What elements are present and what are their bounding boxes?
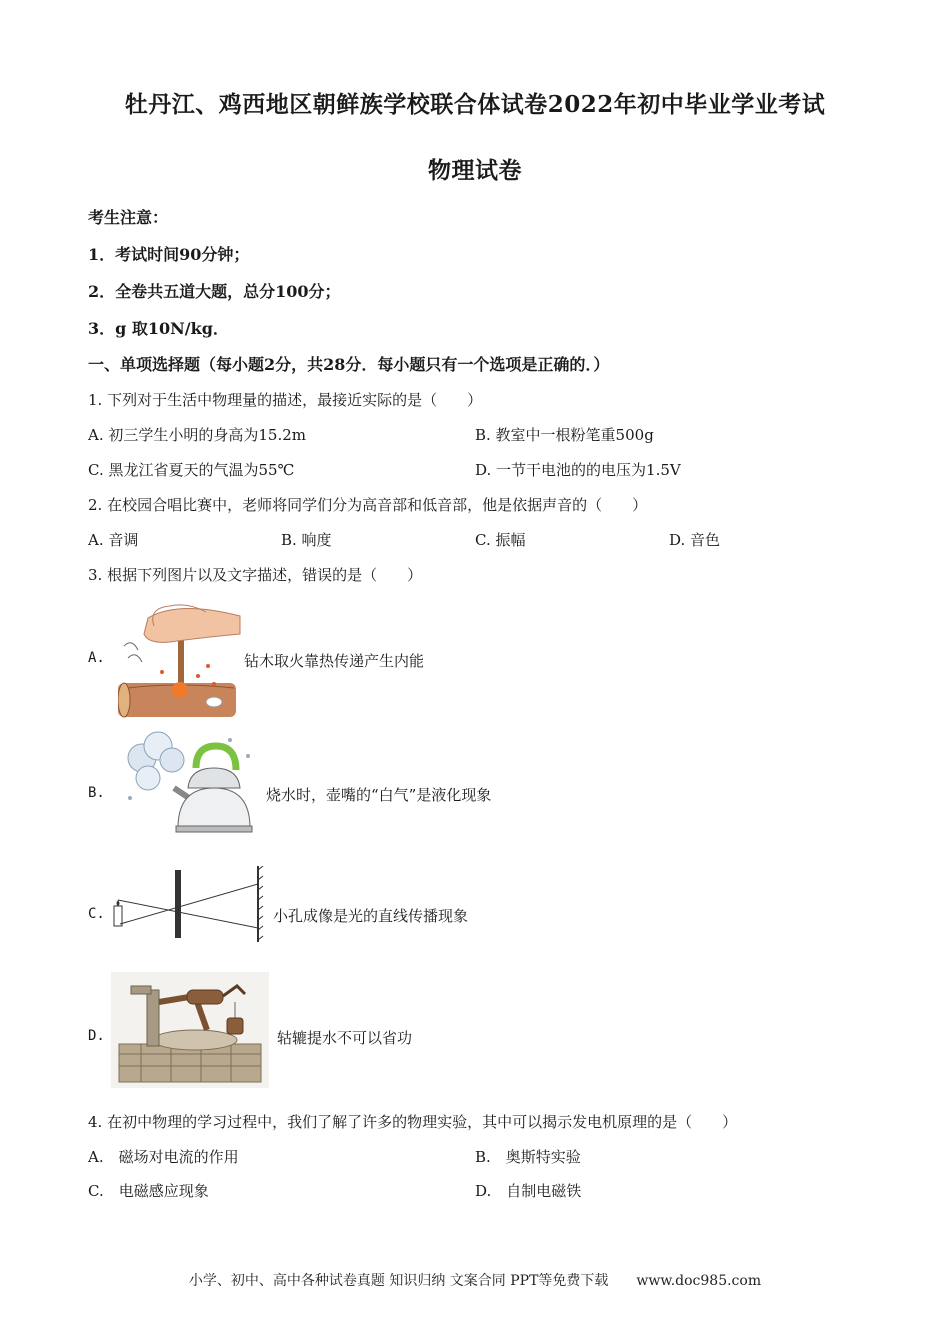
notice-heading: 考生注意： [88,208,169,227]
pinhole-camera-icon [110,866,266,942]
question-3-stem: 3. 根据下列图片以及文字描述，错误的是（ ） [88,566,423,584]
q2-option-a: A. 音调 [88,531,139,549]
q4-option-d: D. 自制电磁铁 [475,1182,582,1200]
q1-option-d: D. 一节干电池的的电压为1.5V [475,461,681,479]
q3-option-b-label: B. [88,785,105,801]
q2-option-c: C. 振幅 [475,531,526,549]
q3-option-a-text: 钻木取火靠热传递产生内能 [244,652,425,670]
q2-option-d: D. 音色 [669,531,721,549]
exam-title-line1: 牡丹江、鸡西地区朝鲜族学校联合体试卷2022年初中毕业学业考试 [124,91,826,118]
q2-option-b: B. 响度 [281,531,332,549]
kettle-steam-icon [118,728,258,838]
q1-option-c: C. 黑龙江省夏天的气温为55℃ [88,461,295,479]
q1-option-b: B. 教室中一根粉笔重500g [475,426,654,444]
notice-item-3: 3．g 取10N/kg． [88,319,229,338]
q3-option-a-label: A. [88,650,105,666]
q3-option-c-text: 小孔成像是光的直线传播现象 [273,907,469,925]
q4-option-a: A. 磁场对电流的作用 [88,1148,239,1166]
question-4-stem: 4. 在初中物理的学习过程中，我们了解了许多的物理实验，其中可以揭示发电机原理的是（ ） [88,1113,738,1131]
q3-option-b-text: 烧水时，壶嘴的“白气”是液化现象 [266,786,492,804]
question-2-stem: 2. 在校园合唱比赛中，老师将同学们分为高音部和低音部，他是依据声音的（ ） [88,496,648,514]
section-heading: 一、单项选择题（每小题2分，共28分．每小题只有一个选项是正确的．） [88,355,610,374]
notice-item-2: 2．全卷共五道大题，总分100分； [88,282,341,301]
q4-option-c: C. 电磁感应现象 [88,1182,209,1200]
drill-wood-fire-icon [118,598,242,718]
q1-option-a: A. 初三学生小明的身高为15.2m [88,426,306,444]
windlass-well-icon [111,972,269,1088]
q3-option-c-label: C. [88,906,105,922]
q3-option-d-label: D. [88,1028,105,1044]
q3-option-d-text: 轱辘提水不可以省功 [277,1029,413,1047]
exam-title-line2: 物理试卷 [428,157,522,184]
notice-item-1: 1．考试时间90分钟； [88,245,250,264]
q4-option-b: B. 奥斯特实验 [475,1148,581,1166]
page-footer: 小学、初中、高中各种试卷真题 知识归纳 文案合同 PPT等免费下载 www.doc985.com [188,1273,762,1289]
question-1-stem: 1. 下列对于生活中物理量的描述，最接近实际的是（ ） [88,391,483,409]
